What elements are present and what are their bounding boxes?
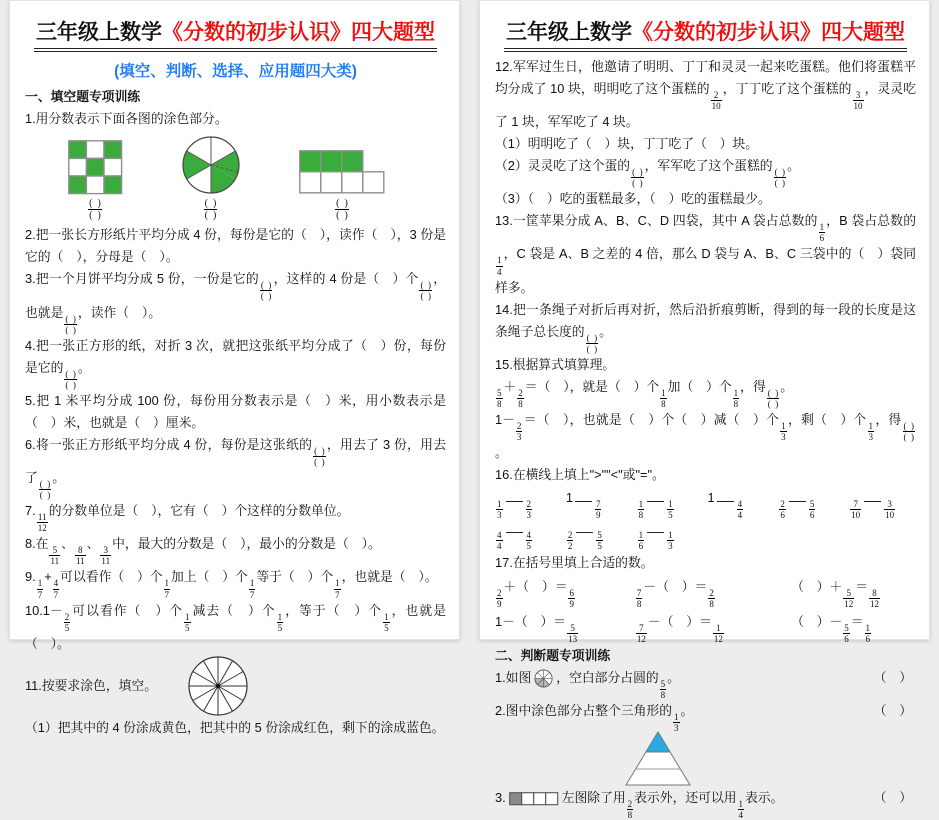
question-line — [25, 533, 446, 566]
figure-with-answer — [181, 135, 241, 221]
fraction-blank: $\frac{( )}{( )}$ — [39, 479, 51, 501]
fraction: $\frac{5}{8}$ — [497, 387, 502, 409]
triangle-block — [495, 731, 916, 787]
text-run: 等于（ ）个 — [256, 569, 334, 585]
fraction: $\frac{1}{8}$ — [638, 499, 644, 521]
question-line — [25, 108, 446, 130]
answer-line — [717, 492, 734, 502]
text-run: ，军军吃了这个蛋糕的 — [644, 158, 773, 174]
text-run: 16.在横线上填上">""<"或"="。 — [495, 467, 665, 483]
question-line — [25, 390, 446, 434]
fraction: $\frac{1}{5}$ — [185, 611, 190, 633]
text-run: ，也就是（ ）。 — [341, 569, 438, 585]
circle-12-figure — [187, 655, 249, 717]
text-run: 。 — [52, 470, 66, 485]
fraction: $\frac{1}{7}$ — [335, 578, 340, 600]
equation-item — [635, 610, 791, 644]
question-line — [495, 188, 916, 210]
text-run: ，读作（ ）。 — [77, 304, 162, 320]
fraction: $\frac{11}{12}$ — [37, 512, 47, 534]
text-run: （3）（ ）吃的蛋糕最多，（ ）吃的蛋糕最少。 — [495, 191, 771, 207]
text-run: ，丁丁吃了这个蛋糕的 — [722, 81, 852, 96]
text-run: 。 — [680, 702, 694, 718]
text-run: ＝（ ），也就是（ ）个（ ）减（ ）个 — [523, 411, 780, 427]
fraction: $\frac{1}{6}$ — [865, 622, 871, 644]
title-red-part: 《分数的初步认识》四大题型 — [632, 21, 905, 44]
figure-with-answer — [68, 140, 123, 221]
fraction-blank: $\frac{( )}{( )}$ — [767, 387, 779, 409]
fraction: $\frac{1}{3}$ — [781, 420, 786, 443]
section-heading: 二、判断题专项训练 — [495, 647, 611, 663]
text-run: 2.把一张长方形纸片平均分成 4 份，每份是它的（ ），读作（ ），3 份是它的（ ），分母是（ ）。 — [25, 227, 446, 265]
pie-figure — [181, 135, 241, 195]
fraction-blank: $\frac{( )}{( )}$ — [89, 198, 101, 222]
page-1 — [9, 0, 460, 735]
equation-item — [495, 575, 635, 609]
section-heading: 一、填空题专项训练 — [25, 89, 141, 104]
question-line: 11.按要求涂色，填空。 — [25, 655, 446, 717]
question-line — [25, 500, 446, 533]
text-run: 12.军军过生日，他邀请了明明、丁丁和灵灵一起来吃蛋糕。他们将蛋糕平均分成了 10 块，明明吃了这个蛋糕的 — [495, 59, 916, 96]
page-title-underline — [504, 16, 907, 52]
title-red-part: 《分数的初步认识》四大题型 — [162, 21, 435, 44]
fraction: $\frac{1}{4}$ — [497, 255, 502, 277]
question-line — [495, 409, 916, 464]
text-run: ＋（ ）＝ — [503, 579, 568, 595]
question-line — [25, 434, 446, 500]
text-run: 14.把一条绳子对折后再对折，然后沿折痕剪断，得到的每一段的长度是这条绳子总长度的 — [495, 301, 916, 339]
fraction: $\frac{1}{7}$ — [249, 578, 255, 600]
comparison-item — [637, 520, 704, 551]
question-line — [495, 133, 916, 155]
title-black-part: 三年级上数学 — [36, 21, 162, 44]
grid-figure — [68, 140, 123, 195]
fraction: $\frac{2}{8}$ — [709, 588, 714, 610]
question-line — [495, 299, 916, 354]
fraction: $\frac{1}{7}$ — [164, 578, 170, 600]
figure-with-answer — [299, 150, 386, 221]
title-black-part: 三年级上数学 — [506, 21, 632, 44]
question-line — [25, 566, 446, 599]
text-run: 、 — [61, 536, 74, 552]
answer-line — [789, 492, 806, 502]
comparison-item: 1 $\frac{7}{9}$ — [565, 490, 601, 521]
text-run: ，也就是 — [25, 271, 447, 320]
fraction: $\frac{4}{7}$ — [53, 578, 59, 600]
text-run: ，C 袋是 A、B 之差的 4 倍，那么 D 袋与 A、B、C 三袋中的（ ）袋同样多。 — [495, 246, 916, 295]
text-run: 10.1－ — [25, 602, 63, 618]
text-run: ，空白部分占圆的 — [556, 669, 659, 685]
page-1-content — [25, 86, 446, 739]
text-run: ＝ — [855, 579, 869, 595]
text-run: 4.把一张正方形的纸，对折 3 次，就把这张纸平均分成了（ ）份，每份是它的 — [25, 337, 446, 375]
answer-line — [647, 523, 664, 533]
text-run: 8.在 — [25, 536, 49, 552]
answer-line — [647, 492, 664, 502]
equation-item — [635, 575, 791, 609]
text-run: 6.将一张正方形纸平均分成 4 份，每份是这张纸的 — [25, 436, 313, 452]
fraction: $\frac{1}{3}$ — [868, 420, 874, 443]
answer-blank: （ ） — [873, 702, 912, 718]
fraction: $\frac{3}{10}$ — [853, 90, 863, 112]
text-run: ，用去了 3 份，用去了 — [25, 436, 447, 485]
fraction: $\frac{2}{6}$ — [780, 499, 785, 521]
fraction: $\frac{2}{5}$ — [64, 611, 70, 633]
fraction: $\frac{1}{7}$ — [37, 578, 43, 600]
text-run: 。 — [780, 378, 794, 394]
equation-grid — [495, 575, 916, 643]
triangle-figure — [623, 731, 693, 787]
fraction: $\frac{2}{8}$ — [627, 799, 633, 820]
fraction: $\frac{3}{11}$ — [101, 545, 111, 567]
fraction-blank: $\frac{( )}{( )}$ — [632, 167, 643, 189]
fraction: $\frac{1}{3}$ — [497, 499, 502, 521]
page-title — [25, 16, 446, 52]
text-run: ＝ — [850, 613, 864, 629]
text-run: 17.在括号里填上合适的数。 — [495, 555, 654, 571]
page-title — [495, 16, 916, 52]
text-run: 5.把 1 米平均分成 100 份，每份用分数表示是（ ）米，用小数表示是（ ）米，也就是（ ）厘米。 — [25, 392, 446, 430]
fraction: $\frac{1}{8}$ — [733, 387, 739, 409]
fraction: $\frac{1}{5}$ — [384, 611, 389, 633]
comparison-item — [495, 489, 562, 520]
equation-item — [791, 575, 916, 609]
text-run: 加（ ）个 — [667, 378, 732, 394]
text-run: 13.一筐苹果分成 A、B、C、D 四袋，其中 A 袋占总数的 — [495, 213, 818, 229]
fraction-blank: $\frac{( )}{( )}$ — [586, 332, 598, 354]
page-2 — [479, 0, 930, 820]
answer-line — [506, 523, 523, 533]
fraction: $\frac{1}{8}$ — [661, 387, 666, 409]
fraction-blank: $\frac{( )}{( )}$ — [314, 445, 325, 467]
text-run: 9. — [25, 569, 36, 585]
fraction: $\frac{2}{9}$ — [497, 588, 502, 610]
text-run: （1）把其中的 4 份涂成黄色，把其中的 5 份涂成红色，剩下的涂成蓝色。 — [25, 719, 445, 735]
fraction-blank: $\frac{( )}{( )}$ — [65, 313, 76, 335]
answer-line — [506, 492, 523, 502]
question-line — [25, 600, 446, 655]
fraction: $\frac{7}{9}$ — [595, 499, 601, 521]
text-run: 加上（ ）个 — [171, 569, 248, 585]
text-run: 可以看作（ ）个 — [60, 569, 163, 585]
comparison-item — [849, 489, 916, 520]
fraction: $\frac{5}{6}$ — [844, 622, 849, 644]
answer-blank: （ ） — [873, 790, 912, 806]
fraction-blank: $\frac{( )}{( )}$ — [774, 167, 786, 189]
text-run: 7. — [25, 503, 36, 519]
fraction: $\frac{2}{3}$ — [526, 499, 531, 521]
text-run: 3. — [495, 790, 506, 806]
fraction: $\frac{1}{5}$ — [668, 499, 673, 521]
question-line — [495, 552, 916, 574]
text-run: 2.图中涂色部分占整个三角形的 — [495, 702, 673, 718]
text-run: 。 — [787, 158, 800, 174]
text-run: 可以看作（ ）个 — [71, 602, 184, 618]
text-run: ，B 袋占总数的 — [826, 213, 916, 229]
text-run: 1.用分数表示下面各图的涂色部分。 — [25, 111, 228, 126]
fraction: $\frac{8}{12}$ — [870, 588, 880, 610]
fraction: $\frac{4}{4}$ — [737, 499, 743, 521]
fraction-blank: $\frac{( )}{( )}$ — [204, 198, 217, 222]
fraction-blank: $\frac{( )}{( )}$ — [65, 368, 76, 390]
judgement-line — [495, 700, 916, 733]
fraction: $\frac{8}{11}$ — [75, 545, 85, 567]
fraction: $\frac{5}{13}$ — [568, 622, 578, 644]
text-run: ，得 — [740, 378, 766, 394]
text-run: －（ ）＝ — [643, 579, 708, 595]
question-line — [495, 56, 916, 133]
text-run: ＝（ ），就是（ ）个 — [524, 378, 660, 394]
fraction: $\frac{4}{5}$ — [526, 530, 531, 552]
fraction: $\frac{2}{10}$ — [711, 90, 721, 112]
question-line — [495, 354, 916, 376]
question-line — [495, 210, 916, 298]
comparison-item — [566, 520, 633, 551]
judgement-line — [495, 787, 916, 820]
fraction: $\frac{5}{11}$ — [50, 545, 60, 567]
text-run: ，也就是（ ）。 — [25, 602, 447, 651]
fraction-blank: $\frac{( )}{( )}$ — [420, 280, 431, 302]
fraction: $\frac{4}{4}$ — [497, 530, 502, 552]
fraction: $\frac{1}{4}$ — [738, 799, 744, 820]
fraction: $\frac{2}{2}$ — [567, 530, 573, 552]
question-line — [495, 155, 916, 188]
answer-line — [575, 492, 592, 502]
answer-line — [576, 523, 593, 533]
text-run: 1－（ ）＝ — [495, 613, 567, 629]
judgement-line — [495, 667, 916, 700]
text-run: （1）明明吃了（ ）块，丁丁吃了（ ）块。 — [495, 136, 759, 152]
fraction: $\frac{3}{10}$ — [885, 499, 895, 521]
grid-icon — [509, 792, 559, 806]
text-run: ＋ — [503, 378, 517, 394]
text-run: （ ）－ — [791, 613, 843, 629]
fraction: $\frac{7}{12}$ — [636, 622, 646, 644]
text-run: 。 — [599, 323, 612, 339]
pie-icon — [534, 669, 553, 688]
equation-item — [495, 610, 635, 644]
text-run: 、 — [86, 536, 100, 552]
text-run: ，灵灵吃了 1 块，军军吃了 4 块。 — [495, 81, 917, 130]
question-line — [25, 268, 446, 334]
text-run: 表示外，还可以用 — [634, 790, 737, 806]
fraction: $\frac{5}{6}$ — [809, 499, 815, 521]
fraction: $\frac{5}{12}$ — [844, 588, 854, 610]
question-line — [25, 335, 446, 390]
question-line — [495, 376, 916, 409]
text-run: －（ ）＝ — [647, 613, 712, 629]
text-run: + — [44, 569, 52, 585]
question-line — [495, 464, 916, 486]
comparison-item — [495, 520, 562, 551]
page-title-underline — [34, 16, 437, 52]
page-2-content — [495, 56, 916, 820]
fraction-blank: $\frac{( )}{( )}$ — [903, 420, 915, 443]
fraction: $\frac{1}{3}$ — [668, 530, 673, 552]
fraction: $\frac{1}{6}$ — [638, 530, 644, 552]
comparison-grid — [495, 489, 916, 551]
question-line — [25, 224, 446, 268]
text-run: 1.如图 — [495, 669, 532, 685]
question-line — [25, 717, 446, 739]
page-subtitle: (填空、判断、选择、应用题四大类) — [114, 63, 357, 80]
fraction: $\frac{6}{9}$ — [569, 588, 574, 610]
fraction: $\frac{1}{5}$ — [277, 611, 283, 633]
text-run: ，剩（ ）个 — [787, 411, 867, 427]
fraction: $\frac{1}{3}$ — [674, 711, 679, 733]
comparison-item: 1 $\frac{4}{4}$ — [707, 490, 743, 521]
text-run: （2）灵灵吃了这个蛋的 — [495, 158, 631, 174]
text-run: （ ）＋ — [791, 579, 843, 595]
answer-blank: （ ） — [873, 669, 912, 685]
text-run: 15.根据算式填算理。 — [495, 356, 616, 372]
fraction: $\frac{1}{6}$ — [819, 222, 825, 244]
comparison-item — [778, 489, 845, 520]
equation-item — [791, 610, 916, 644]
fraction: $\frac{1}{12}$ — [713, 622, 723, 644]
text-run: 1－ — [495, 411, 515, 427]
text-run: 表示。 — [745, 790, 784, 806]
text-run: 。 — [77, 359, 91, 375]
fraction: $\frac{7}{8}$ — [636, 588, 642, 610]
text-run: 。 — [495, 445, 508, 461]
text-run: ，这样的 4 份是（ ）个 — [273, 271, 419, 287]
text-run: 3.把一个月饼平均分成 5 份，一份是它的 — [25, 271, 259, 287]
fraction: $\frac{5}{5}$ — [597, 530, 602, 552]
text-run: 左图除了用 — [561, 790, 626, 806]
figure-row — [25, 135, 428, 221]
fraction: $\frac{5}{8}$ — [660, 678, 666, 700]
text-run: 中，最大的分数是（ ），最小的分数是（ ）。 — [112, 536, 381, 552]
text-run: 的分数单位是（ ），它有（ ）个这样的分数单位。 — [48, 503, 350, 519]
text-run: ，等于（ ）个 — [284, 602, 383, 618]
fraction: $\frac{2}{8}$ — [518, 387, 523, 409]
fraction-blank: $\frac{( )}{( )}$ — [260, 280, 272, 302]
fraction: $\frac{2}{3}$ — [516, 420, 522, 443]
fraction: $\frac{7}{10}$ — [851, 499, 861, 521]
text-run: 。 — [667, 669, 680, 685]
bar-figure — [299, 150, 386, 195]
answer-line — [864, 492, 881, 502]
text-run: ，得 — [875, 411, 902, 427]
text-run: 减去（ ）个 — [191, 602, 276, 618]
fraction-blank: $\frac{( )}{( )}$ — [336, 198, 348, 222]
comparison-item — [637, 489, 704, 520]
